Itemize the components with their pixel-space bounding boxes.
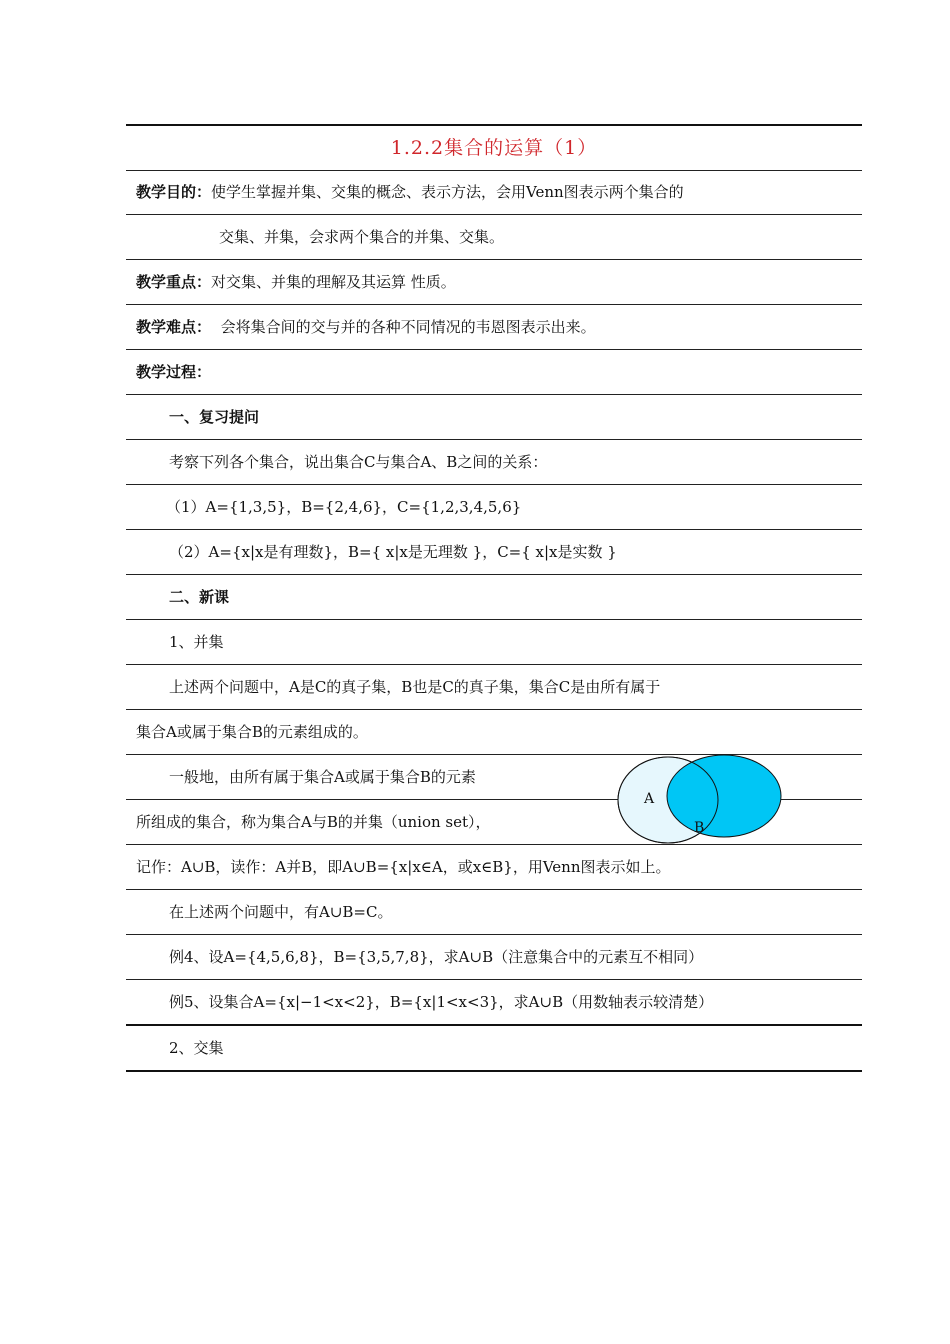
goal-text-1: 使学生掌握并集、交集的概念、表示方法，会用Venn图表示两个集合的: [211, 183, 684, 201]
paragraph-1-line-1: [126, 665, 862, 710]
venn-diagram: [614, 754, 784, 846]
example-5: [126, 980, 862, 1026]
review-item-2-text: （2）A={x|x是有理数}，B={ x|x是无理数 }，C={ x|x是实数 }: [169, 543, 617, 561]
venn-set-b-circle: [667, 755, 781, 837]
review-item-2: [126, 530, 862, 575]
paragraph-3: [126, 890, 862, 935]
title-text: 1.2.2集合的运算（1）: [390, 137, 598, 159]
process-label: 教学过程：: [136, 363, 212, 381]
paragraph-2-text-2: 所组成的集合，称为集合A与B的并集（union set），: [136, 813, 491, 831]
review-question-text: 考察下列各个集合，说出集合C与集合A、B之间的关系：: [169, 453, 548, 471]
page-title: [126, 126, 862, 171]
example-4-text: 例4、设A={4,5,6,8}，B={3,5,7,8}，求A∪B（注意集合中的元素互不相同）: [169, 948, 704, 966]
review-question-row: [126, 440, 862, 485]
section-1-title: 一、复习提问: [169, 408, 260, 426]
intersection-subheading-text: 2、交集: [169, 1039, 224, 1057]
review-item-1-text: （1）A={1,3,5}，B={2,4,6}，C={1,2,3,4,5,6}: [166, 498, 522, 516]
section-2-title: 二、新课: [169, 588, 230, 606]
review-item-1: [126, 485, 862, 530]
goal-row-2: [126, 215, 862, 260]
paragraph-2-line-3: [126, 845, 862, 890]
paragraph-1-text-2: 集合A或属于集合B的元素组成的。: [136, 723, 368, 741]
paragraph-2-text-1: 一般地，由所有属于集合A或属于集合B的元素: [169, 768, 476, 786]
paragraph-1-text-1: 上述两个问题中，A是C的真子集，B也是C的真子集，集合C是由所有属于: [169, 678, 661, 696]
intersection-subheading: [126, 1026, 862, 1072]
venn-label-a: A: [644, 791, 655, 807]
difficulty-label: 教学难点：: [136, 318, 212, 336]
difficulty-row: [126, 305, 862, 350]
paragraph-2-text-3: 记作：A∪B，读作：A并B，即A∪B={x|x∈A，或x∈B}，用Venn图表示如上。: [136, 858, 671, 876]
example-5-text: 例5、设集合A={x|−1<x<2}，B={x|1<x<3}，求A∪B（用数轴表示较清楚）: [169, 993, 714, 1011]
difficulty-text: 会将集合间的交与并的各种不同情况的韦恩图表示出来。: [220, 318, 596, 336]
section-2-heading: [126, 575, 862, 620]
section-1-heading: [126, 395, 862, 440]
goal-row-1: [126, 170, 862, 215]
goal-text-2: 交集、并集，会求两个集合的并集、交集。: [219, 228, 505, 246]
paragraph-3-text: 在上述两个问题中，有A∪B=C。: [169, 903, 393, 921]
paragraph-1-line-2: [126, 710, 862, 755]
process-row: [126, 350, 862, 395]
key-point-label: 教学重点：: [136, 273, 212, 291]
example-4: [126, 935, 862, 980]
key-point-row: [126, 260, 862, 305]
union-subheading-text: 1、并集: [169, 633, 224, 651]
venn-label-b: B: [694, 820, 705, 836]
goal-label: 教学目的：: [136, 183, 212, 201]
key-point-text: 对交集、并集的理解及其运算 性质。: [211, 273, 456, 291]
union-subheading: [126, 620, 862, 665]
